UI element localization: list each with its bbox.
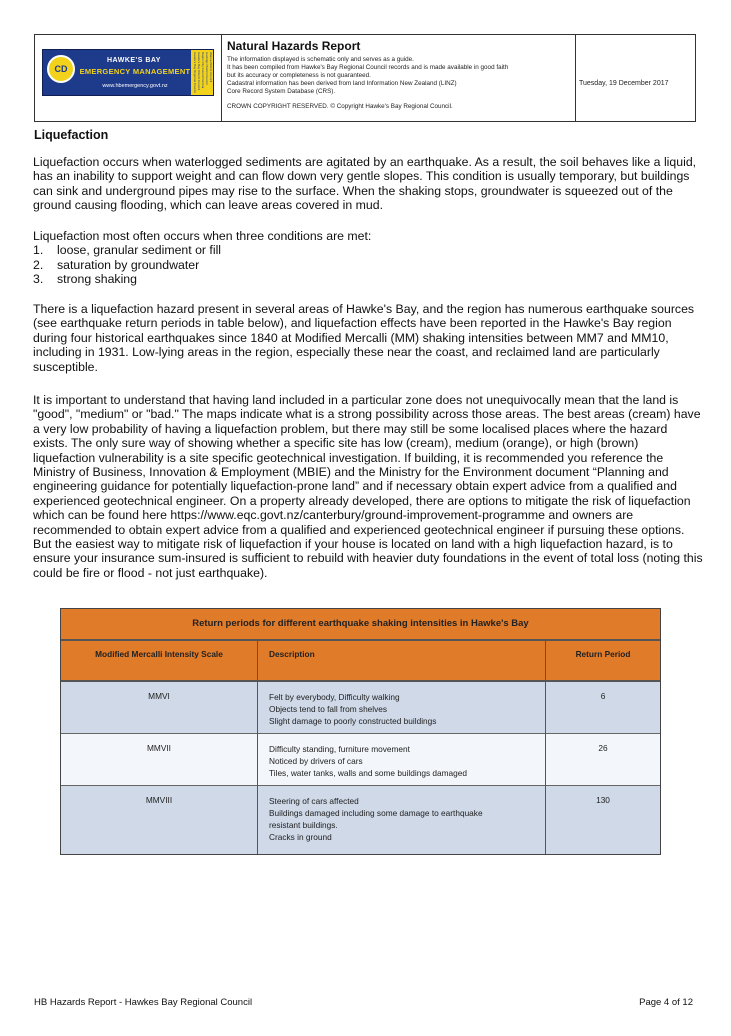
disclaimer-line: It has been compiled from Hawke's Bay Regional Council records and is made available in good faith <box>227 64 509 71</box>
column-divider <box>545 641 546 854</box>
table-row <box>61 682 660 734</box>
paragraph-liquefaction-definition: Liquefaction occurs when waterlogged sediments are agitated by an earthquake. As a result, the soil behaves like a liquid, has an inability to support weight and can flow down very gentle slopes. This condition is usually temporary, but buildings can sink and underground pipes may rise to the surface. When the shaking stops, groundwater is squeezed out of the ground causing flooding, which can leave areas covered in mud. <box>33 155 697 213</box>
description-line: resistant buildings. <box>269 820 338 830</box>
list-item <box>33 258 199 272</box>
header-return-period: Return Period <box>575 649 631 659</box>
footer-source: HB Hazards Report - Hawkes Bay Regional Council <box>34 997 253 1008</box>
logo-title-line2: EMERGENCY MANAGEMENT <box>79 67 191 76</box>
report-header <box>34 34 696 122</box>
report-date-cell <box>575 35 695 121</box>
report-info-cell <box>221 35 576 121</box>
disclaimer-line: but its accuracy or completeness is not guaranteed. <box>227 72 371 79</box>
civil-defence-emblem-icon: CD <box>47 55 75 83</box>
table-row <box>61 734 660 786</box>
list-number: 1. <box>33 243 44 257</box>
report-title: Natural Hazards Report <box>227 39 361 53</box>
report-date: Tuesday, 19 December 2017 <box>579 80 669 87</box>
paragraph-zone-guidance: It is important to understand that having land included in a particular zone does not unequivocally mean that the land is "good", "medium" or "bad." The maps indicate what is a strong possibility across those areas. The best areas (cream) have a very low probability of having a liquefaction problem, but there may still be some localised places where the hazard exists. The only sure way of showing whether a specific site has low (cream), medium (orange), or high (brown) liquefaction vulnerability is a site specific geotechnical investigation. If building, it is recommended you reference the Ministry of Business, Innovation & Employment (MBIE) and the Ministry for the Environment document “Planning and engineering guidance for potentially liquefaction-prone land” and if necessary obtain expert advice from a qualified and experienced geotechnical engineer. On a property already developed, there are options to mitigate the risk of liquefaction which can be found here https://www.eqc.govt.nz/canterbury/ground-improvement-programme and owners are recommended to obtain expert advice from a qualified and experienced geotechnical engineer if pursuing these options. But the easiest way to mitigate risk of liquefaction if your house is located on land with a high liquefaction hazard, is to ensure your insurance sum-insured is sufficient to rebuild with heavier duty foundations in the event of total loss (noting this could be fire or flood - not just earthquake). <box>33 393 703 580</box>
footer-page-number: Page 4 of 12 <box>639 997 693 1008</box>
disclaimer-line: The information displayed is schematic only and serves as a guide. <box>227 56 414 63</box>
paragraph-hazard-presence: There is a liquefaction hazard present in several areas of Hawke's Bay, and the region has numerous earthquake sources (see earthquake return periods in table below), and liquefaction effects have been reported in the Hawke's Bay region during four historical earthquakes since 1840 at Modified Mercalli (MM) shaking intensities between MM7 and MM10, including in 1931. Low-lying areas in the region, especially these near the coast, and reclaimed land are particularly susceptible. <box>33 302 695 374</box>
description-line: Slight damage to poorly constructed buildings <box>269 716 437 726</box>
disclaimer-line: Cadastral information has been derived from land Information New Zealand (LINZ) <box>227 80 457 87</box>
copyright-line: CROWN COPYRIGHT RESERVED. © Copyright Hawke's Bay Regional Council. <box>227 103 453 110</box>
cell-description <box>269 786 539 843</box>
logo-title-line1: HAWKE'S BAY <box>107 57 161 64</box>
conditions-intro: Liquefaction most often occurs when three conditions are met: <box>33 229 372 243</box>
description-line: Cracks in ground <box>269 832 332 842</box>
logo-side-panel <box>191 50 213 95</box>
list-item <box>33 272 137 286</box>
table-title: Return periods for different earthquake shaking intensities in Hawke's Bay <box>61 609 660 641</box>
table-row <box>61 786 660 854</box>
description-line: Buildings damaged including some damage to earthquake <box>269 808 483 818</box>
description-line: Difficulty standing, furniture movement <box>269 744 410 754</box>
cell-description <box>269 734 539 779</box>
description-line: Noticed by drivers of cars <box>269 756 363 766</box>
list-number: 3. <box>33 272 44 286</box>
list-text: strong shaking <box>57 272 137 286</box>
description-line: Tiles, water tanks, walls and some buildings damaged <box>269 768 467 778</box>
cell-return-period: 6 <box>600 691 606 701</box>
logo-side-text: Wairoa District Council Hastings District Council Napier City Council Central Hawke's Bay District Council Hawke's Bay Regional Council <box>193 52 213 93</box>
section-title: Liquefaction <box>34 128 109 142</box>
cell-scale: MMVII <box>147 743 171 753</box>
cell-scale: MMVIII <box>145 795 173 805</box>
logo-url: www.hbemergency.govt.nz <box>102 83 168 89</box>
disclaimer-line: Core Record System Database (CRS). <box>227 88 336 95</box>
column-divider <box>257 641 258 854</box>
description-line: Steering of cars affected <box>269 796 359 806</box>
cell-description <box>269 682 539 727</box>
description-line: Felt by everybody, Difficulty walking <box>269 692 400 702</box>
cell-return-period: 130 <box>596 795 610 805</box>
description-line: Objects tend to fall from shelves <box>269 704 388 714</box>
cell-scale: MMVI <box>148 691 170 701</box>
cell-return-period: 26 <box>598 743 608 753</box>
list-text: loose, granular sediment or fill <box>57 243 222 257</box>
hb-emergency-management-logo <box>42 49 214 96</box>
header-description: Description <box>269 649 315 659</box>
list-item <box>33 243 221 257</box>
logo-cell <box>35 35 222 121</box>
table-header-row <box>61 641 660 682</box>
return-periods-table <box>60 608 661 855</box>
header-scale: Modified Mercalli Intensity Scale <box>95 649 223 659</box>
list-number: 2. <box>33 258 44 272</box>
list-text: saturation by groundwater <box>57 258 200 272</box>
